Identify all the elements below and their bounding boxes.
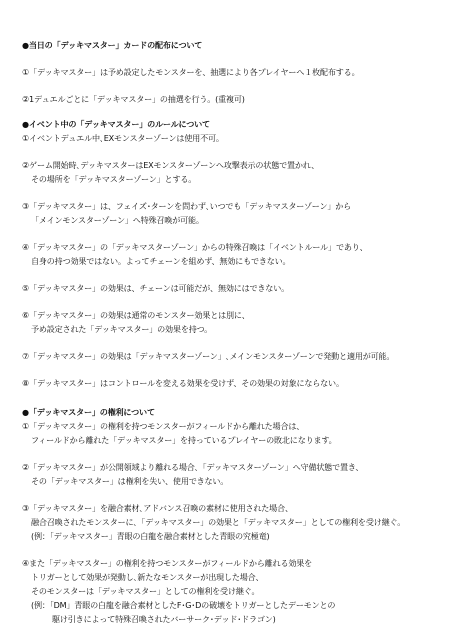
rights-rule-4-example: (例：「DM」青眼の白龍を融合素材としたF･G･Dの破壊をトリガーとしたデーモンとの [31, 600, 336, 610]
rights-rule-1: ①「デッキマスター」の権利を持つモンスターがフィールドから離れた場合は、 [22, 421, 305, 431]
rights-rule-4-cont-1: トリガーとして効果が発動し､新たなモンスターが出現した場合、 [31, 572, 264, 582]
rights-rule-3-cont: 融合召喚されたモンスターに､「デッキマスター」の効果と「デッキマスター」としての権利を受け継ぐ。 [31, 517, 406, 527]
event-rule-4: ④「デッキマスター」の「デッキマスターゾーン」からの特殊召喚は「イベントルール」であり、 [22, 242, 368, 252]
event-rule-7: ⑦「デッキマスター」の効果は「デッキマスターゾーン」､メインモンスターゾーンで発動と適用が可能。 [22, 351, 395, 361]
event-rule-8: ⑧「デッキマスター」はコントロールを変える効果を受けず、その効果の対象にならない。 [22, 378, 344, 388]
rights-rule-2: ②「デッキマスター」が公開領域より離れる場合､「デッキマスターゾーン」へ守備状態で置き、 [22, 462, 364, 472]
rights-rule-4-cont-2: そのモンスターは「デッキマスター」としての権利を受け継ぐ。 [31, 586, 260, 596]
event-rule-3-cont: 「メインモンスターゾーン」へ特殊召喚が可能。 [31, 215, 204, 225]
event-rule-2-cont: その場所を「デッキマスターゾーン」とする。 [31, 174, 197, 184]
rights-rule-3-example: (例：「デッキマスター」青眼の白龍を融合素材とした青眼の究極竜) [31, 531, 270, 541]
section-heading-event-rules: ●イベント中の「デッキマスター」のルールについて [22, 119, 210, 129]
section-heading-deck-master-rights: ●「デッキマスター」の権利について [22, 407, 155, 417]
rights-rule-4-example-cont: 駆け引きによって特殊召喚されたバーサーク･デッド･ドラゴン) [52, 614, 276, 624]
distribution-rule-1: ①「デッキマスター」は予め設定したモンスターを、抽選により各プレイヤーへ１枚配布する。 [22, 67, 360, 77]
rights-rule-1-cont: フィールドから離れた「デッキマスター」を持っているプレイヤーの敗北になります。 [31, 435, 337, 445]
event-rule-1: ①イベントデュエル中､EXモンスターゾーンは使用不可。 [22, 133, 224, 143]
event-rule-2: ②ゲーム開始時､デッキマスターはEXモンスターゾーンへ攻撃表示の状態で置かれ、 [22, 160, 320, 170]
rights-rule-3: ③「デッキマスター」を融合素材､アドバンス召喚の素材に使用された場合、 [22, 503, 293, 513]
event-rule-5: ⑤「デッキマスター」の効果は、チェーンは可能だが、無効にはできない。 [22, 283, 289, 293]
event-rule-6: ⑥「デッキマスター」の効果は通常のモンスター効果とは別に、 [22, 310, 250, 320]
event-rule-4-cont: 自身の持つ効果ではない。よってチェーンを組めず、無効にもできない。 [31, 256, 291, 266]
section-heading-deck-master-distribution: ●当日の「デッキマスター」カードの配布について [22, 40, 203, 50]
distribution-rule-2: ②1デュエルごとに「デッキマスター」の抽選を行う。(重複可) [22, 94, 245, 104]
event-rule-3: ③「デッキマスター」は、フェイズ･ターンを問わず､いつでも「デッキマスターゾーン」から [22, 201, 352, 211]
event-rule-6-cont: 予め設定された「デッキマスター」の効果を持つ。 [31, 324, 213, 334]
rights-rule-4: ④また「デッキマスター」の権利を持つモンスターがフィールドから離れる効果を [22, 558, 313, 568]
rights-rule-2-cont: その「デッキマスター」は権利を失い、使用できない。 [31, 476, 229, 486]
